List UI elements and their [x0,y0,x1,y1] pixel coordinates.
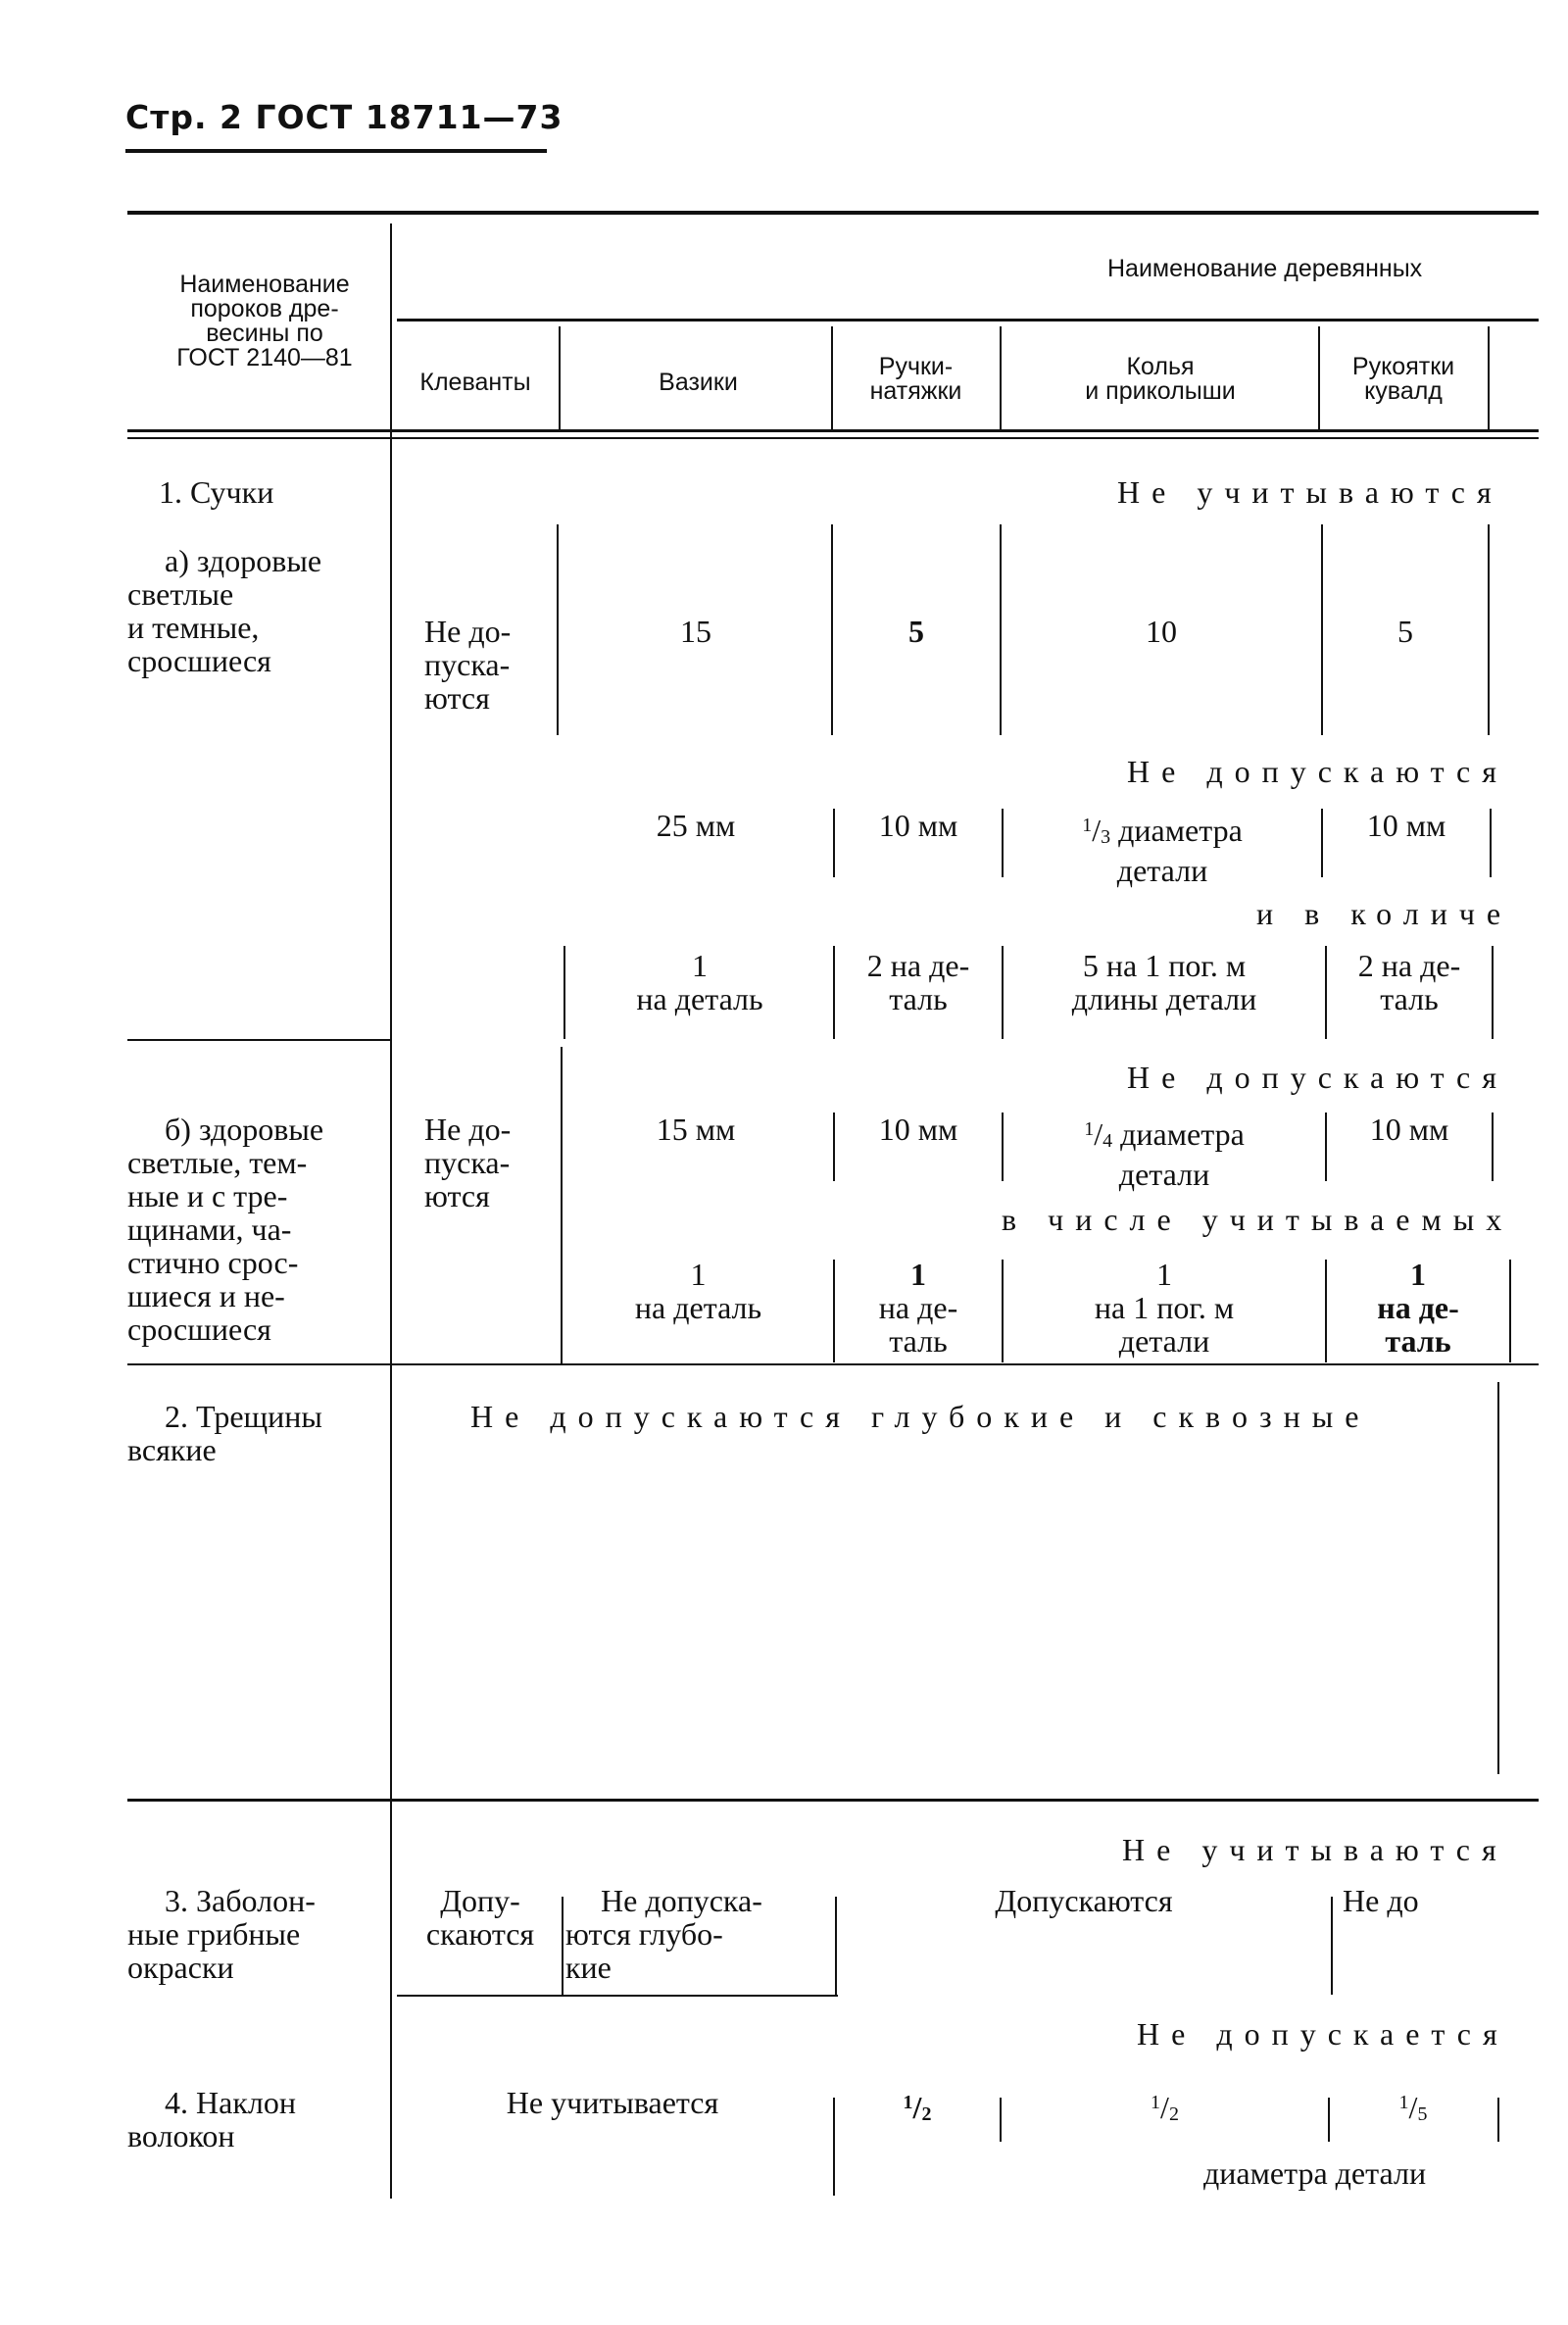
s1b-size-kolya: $^1/_4$ диаметра детали [1084,1116,1245,1192]
s1b-title: б) здоровые светлые, тем- ные и с тре- щинами, ча- стично срос- шиеся и не- сросшиеся [127,1112,324,1347]
s1-note: Не учитываются [1117,474,1503,510]
s1b-count-kolya: 1 на 1 пог. м детали [1094,1257,1235,1359]
s3-klevanty: Допу- скаются [425,1883,535,1952]
s1a-size-kolya: $^1/_3$ диаметра детали [1082,813,1243,888]
s1a-note2: Не допускаются [1127,754,1508,789]
s4-footer: диаметра детали [1203,2155,1427,2191]
header-defect-name: Наименование пороков дре- весины по ГОСТ 2140—81 [176,271,353,371]
header-rukoyatki: Рукоятки кувалд [1351,353,1455,405]
s1b-count-ruchki: 1 на де- таль [878,1257,958,1359]
s1a-vaziki: 15 [680,614,711,649]
s3-mid: Допускаются [995,1883,1173,1918]
s4-ruchki [835,2086,1000,2131]
s2-note: Не допускаются глубокие и сквозные [470,1399,1371,1434]
header-vaziki: Вазики [659,369,738,396]
s1a-count-vaziki: 1 на деталь [636,948,763,1016]
header-ruchki: Ручки- натяжки [869,353,962,405]
s1a-count-ruchki: 2 на де- таль [866,948,970,1016]
s3-title: 3. Заболон- ные грибные окраски [127,1883,316,1985]
s4-left: Не учитывается [506,2085,719,2120]
s1a-note3: и в количе [1256,896,1513,931]
s1b-note2: в числе учитываемых [1002,1202,1514,1237]
s4-rukoyatki [1330,2086,1496,2131]
s4-kolya [1002,2086,1328,2131]
header-klevanty: Клеванты [419,369,531,396]
s1a-title: а) здоровые светлые и темные, сросшиеся [127,543,322,678]
s1-title: 1. Сучки [159,474,274,510]
s1b-size-ruchki: 10 мм [878,1112,958,1147]
s1a-kolya: 10 [1146,614,1177,649]
fraction-one-quarter: $^1/_4$ [1084,1116,1113,1152]
fraction-one-third: $^1/_3$ [1082,813,1111,848]
s1a-size-rukoyatki: 10 мм [1366,808,1446,843]
s1a-rukoyatki: 5 [1397,614,1413,649]
s3-vaziki: Не допуска- ются глубо- кие [565,1883,762,1985]
fraction-one-half: $^1/_2$ [903,2090,932,2125]
s1b-size-rukoyatki: 10 мм [1369,1112,1449,1147]
page-header [125,98,563,136]
s1b-count-rukoyatki: 1 на де- таль [1377,1257,1459,1359]
s3-right: Не до [1343,1883,1419,1918]
s1a-count-rukoyatki: 2 на де- таль [1357,948,1461,1016]
s1a-size-ruchki: 10 мм [878,808,958,843]
fraction-one-fifth: $^1/_5$ [1398,2090,1428,2125]
s2-title: 2. Трещины всякие [127,1399,322,1467]
s4-note: Не допускается [1137,2016,1509,2052]
s1b-count-vaziki: 1 на деталь [634,1257,762,1325]
header-underline [125,149,547,153]
header-group-title: Наименование деревянных [1107,255,1423,282]
fraction-one-half: $^1/_2$ [1151,2090,1179,2125]
s1b-size-vaziki: 15 мм [656,1112,736,1147]
standard-number: ГОСТ 18711—73 [255,98,564,136]
header-kolya: Колья и приколыши [1085,353,1236,405]
s1a-klevanty: Не до- пуска- ются [424,614,512,716]
s1a-size-vaziki: 25 мм [656,808,736,843]
s1b-klevanty: Не до- пуска- ются [424,1112,512,1213]
s4-title: 4. Наклон волокон [127,2085,296,2153]
page-number: Стр. 2 [125,98,243,136]
s1b-note: Не допускаются [1127,1060,1508,1095]
s3-note: Не учитываются [1122,1832,1508,1867]
s1a-count-kolya: 5 на 1 пог. м длины детали [1071,948,1257,1016]
s1a-ruchki: 5 [908,614,924,649]
